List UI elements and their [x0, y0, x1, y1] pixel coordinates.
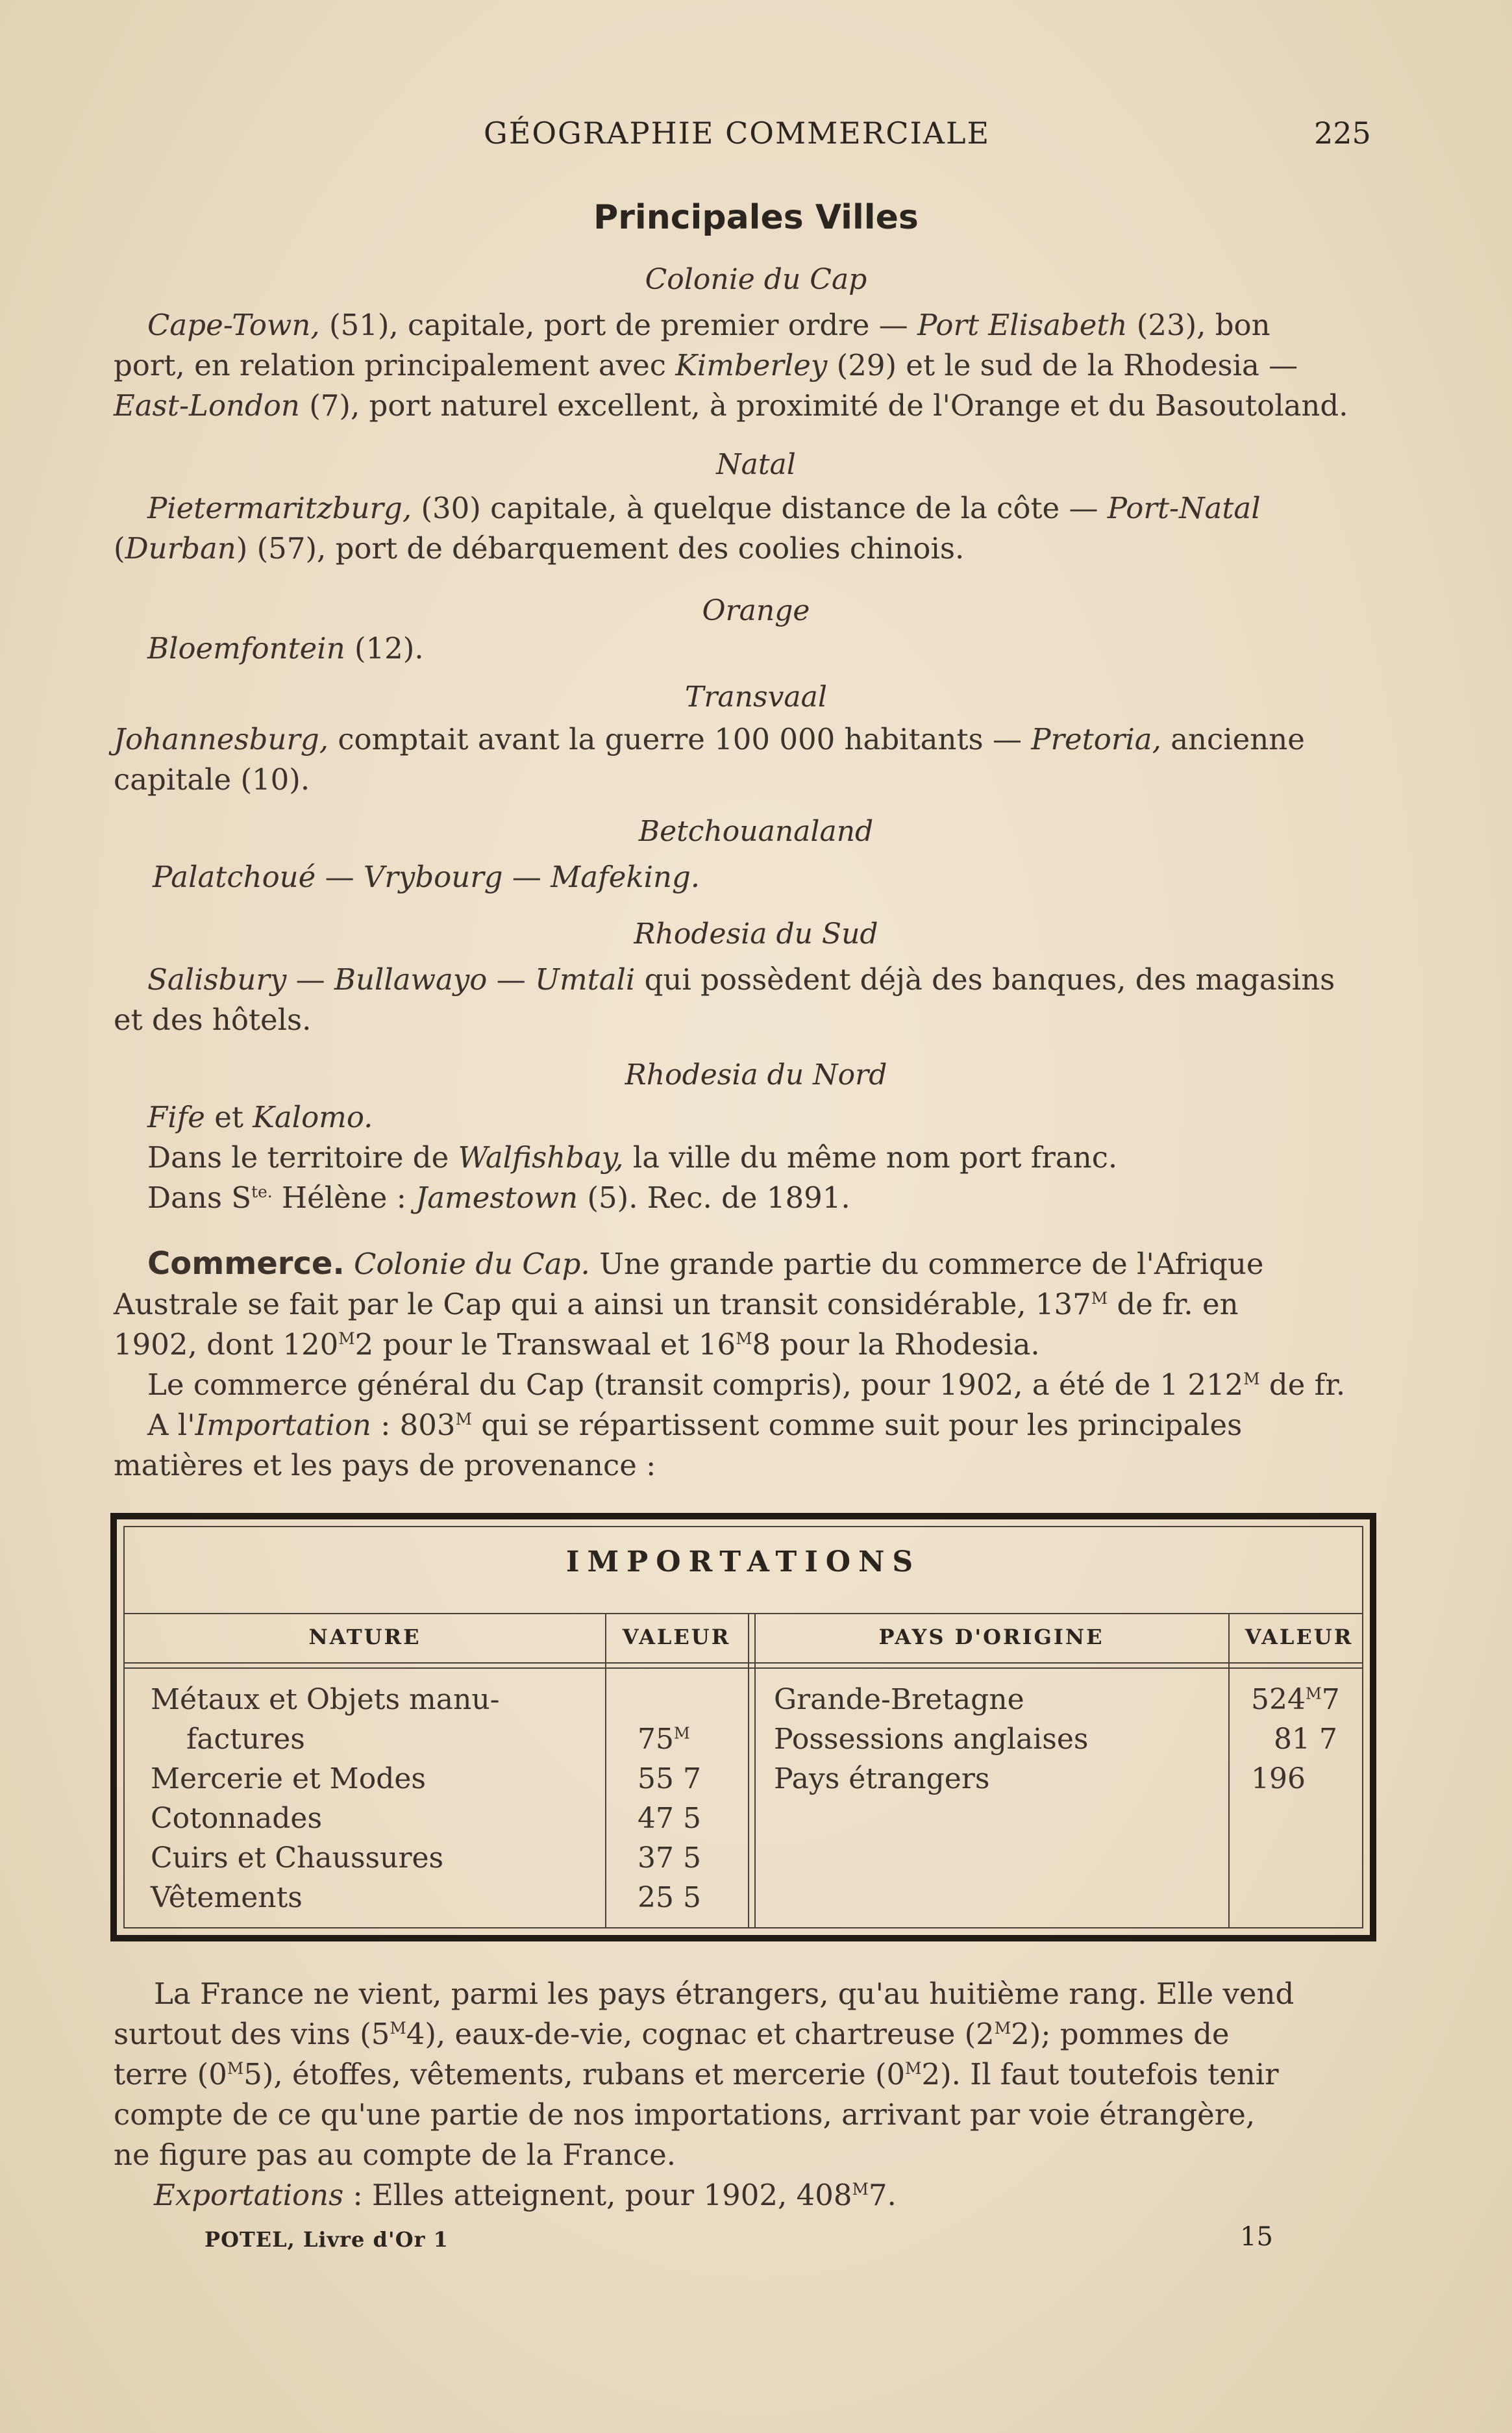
table-column-divider	[748, 1613, 749, 1927]
table-cell-nature: Cotonnades	[151, 1802, 323, 1835]
column-header-pays: PAYS D'ORIGINE	[878, 1625, 1104, 1649]
column-header-valeur-pays: VALEUR	[1245, 1625, 1354, 1649]
table-column-divider	[1228, 1613, 1230, 1927]
footer-sheet-number: 15	[1240, 2222, 1273, 2252]
paragraph-natal: Pietermaritzburg, (30) capitale, à quelque distance de la côte — Port-Natal (Durban) (57), port de débarquement des coolies chinois.	[114, 491, 1261, 566]
paragraph-rhodesia-nord: Fife et Kalomo. Dans le territoire de Walfishbay, la ville du même nom port franc. Dans $S^{te.}$ Hélène : Jamestown (5). Rec. de 1891.	[147, 1100, 1118, 1215]
table-cell-pays: Pays étrangers	[774, 1762, 990, 1795]
commerce-heading: Commerce.	[147, 1245, 345, 1282]
footer-signature: POTEL, Livre d'Or 1	[204, 2227, 449, 2252]
table-cell-valeur-pays: 196	[1251, 1762, 1306, 1795]
table-cell-nature: Métaux et Objets manu-	[151, 1683, 500, 1716]
table-cell-nature: Mercerie et Modes	[151, 1762, 426, 1795]
table-rule	[125, 1662, 1362, 1664]
paragraph-rhodesia-sud: Salisbury — Bullawayo — Umtali qui possèdent déjà des banques, des magasins et des hôtels.	[114, 962, 1335, 1037]
paragraph-commerce: Commerce. Colonie du Cap. Une grande partie du commerce de l'Afrique Australe se fait par le Cap qui a ainsi un transit considérable, $137^M$ de fr. en 1902, dont $120^M2$ pour le Transwaal et $16^M8$ pour la Rhodesia. Le commerce général du Cap (transit compris), pour 1902, a été de 1 $212^M$ de fr. A l'Importation : $803^M$ qui se répartissent comme suit pour les principales matières et les pays de provenance :	[114, 1245, 1346, 1482]
table-cell-nature: Vêtements	[151, 1881, 303, 1914]
running-title: GÉOGRAPHIE COMMERCIALE	[484, 116, 991, 151]
heading-orange: Orange	[702, 594, 810, 627]
column-header-nature: NATURE	[308, 1625, 421, 1649]
table-inner-frame	[123, 1526, 1363, 1928]
heading-rhodesia-du-sud: Rhodesia du Sud	[634, 917, 878, 951]
paragraph-betchouanaland: Palatchoué — Vrybourg — Mafeking.	[153, 860, 700, 894]
page-number: 225	[1314, 116, 1371, 151]
heading-transvaal: Transvaal	[685, 680, 827, 714]
importations-table	[110, 1513, 1376, 1941]
table-cell-valeur: 25 5	[638, 1881, 701, 1914]
heading-rhodesia-du-nord: Rhodesia du Nord	[625, 1058, 887, 1092]
heading-colonie-du-cap: Colonie du Cap	[645, 263, 867, 296]
table-cell-valeur-pays: 81 7	[1274, 1723, 1337, 1756]
table-cell-valeur: 55 7	[638, 1762, 701, 1795]
paragraph-transvaal: Johannesburg, comptait avant la guerre 100 000 habitants — Pretoria, ancienne capitale (10).	[114, 722, 1305, 797]
table-cell-pays: Possessions anglaises	[774, 1723, 1089, 1756]
paragraph-orange: Bloemfontein (12).	[147, 631, 424, 666]
paragraph-cap: Cape-Town, (51), capitale, port de premier ordre — Port Elisabeth (23), bon port, en relation principalement avec Kimberley (29) et le sud de la Rhodesia — East-London (7), port naturel excellent, à proximité de l'Orange et du Basoutoland.	[114, 308, 1348, 423]
table-cell-nature: factures	[186, 1723, 305, 1756]
table-rule	[125, 1667, 1362, 1669]
table-title: IMPORTATIONS	[565, 1545, 921, 1578]
table-cell-valeur: 37 5	[638, 1841, 701, 1875]
table-rule	[125, 1613, 1362, 1614]
column-header-valeur: VALEUR	[622, 1625, 731, 1649]
paragraph-france: La France ne vient, parmi les pays étrangers, qu'au huitième rang. Elle vend surtout des vins $(5^M4)$, eaux-de-vie, cognac et chartreuse $(2^M2)$; pommes de terre $(0^M5)$, étoffes, vêtements, rubans et mercerie $(0^M2)$. Il faut toutefois tenir compte de ce qu'une partie de nos importations, arrivant par voie étrangère, ne figure pas au compte de la France. Exportations : Elles atteignent, pour 1902, $408^M7$.	[114, 1977, 1295, 2212]
table-cell-valeur: 47 5	[638, 1802, 701, 1835]
table-column-divider	[605, 1613, 606, 1927]
table-cell-nature: Cuirs et Chaussures	[151, 1841, 444, 1875]
table-cell-valeur-pays: $524^M7$	[1251, 1683, 1340, 1716]
heading-natal: Natal	[716, 448, 796, 481]
table-column-divider	[754, 1613, 756, 1927]
table-cell-valeur: $75^M$	[638, 1723, 690, 1756]
table-cell-pays: Grande-Bretagne	[774, 1683, 1024, 1716]
section-title: Principales Villes	[593, 198, 919, 237]
heading-betchouanaland: Betchouanaland	[638, 815, 874, 848]
